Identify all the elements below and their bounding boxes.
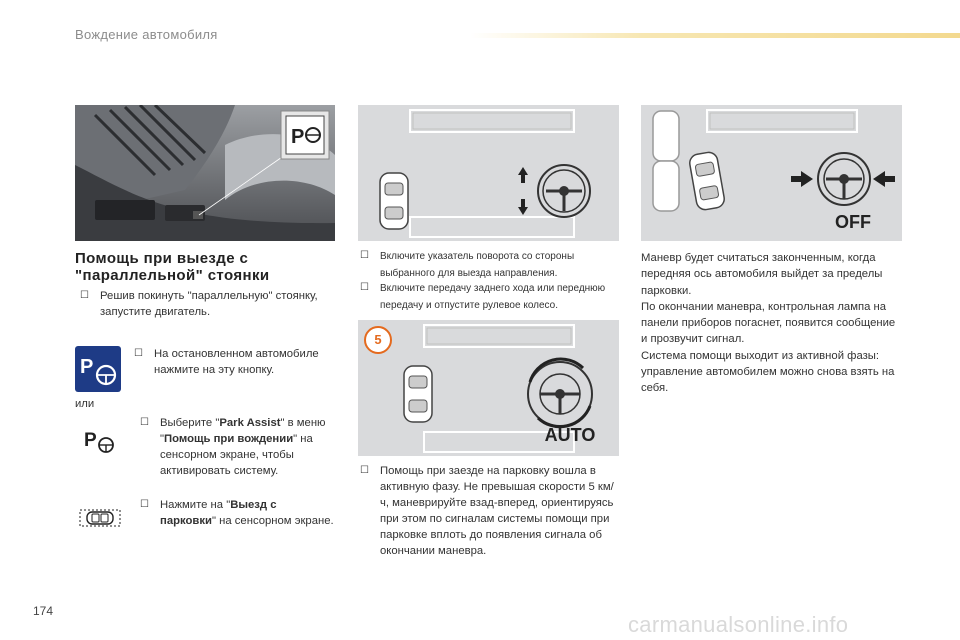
step-text: Помощь при заезде на парковку вошла в активную фазу. Не превышая скорости 5 км/ч, маневрируйте взад-вперед, ориентируясь при этом по сигналам системы помощи при парковке вплоть до появления сигнала об окончании маневра. bbox=[380, 465, 614, 557]
paragraph: Маневр будет считаться законченным, когда передняя ось автомобиля выйдет за пределы парковки. bbox=[641, 252, 883, 297]
step-press-button bbox=[134, 346, 334, 378]
or-label: или bbox=[75, 398, 95, 410]
step-active-phase bbox=[360, 463, 622, 559]
park-assist-menu-icon bbox=[84, 426, 116, 454]
step-text: Решив покинуть "параллельную" стоянку, запустите двигатель. bbox=[100, 290, 318, 318]
step-text-part: Выберите " bbox=[160, 417, 220, 429]
checkbox-bullet-icon: ☐ bbox=[360, 465, 369, 476]
exit-parking-option-name: Выезд с парковки bbox=[160, 499, 277, 527]
step-exit-parking bbox=[140, 497, 335, 529]
step-badge-number: 5 bbox=[374, 332, 382, 347]
header-title: Вождение автомобиля bbox=[75, 27, 218, 42]
driving-assist-menu-name: Помощь при вождении bbox=[164, 433, 294, 445]
exit-parking-car-icon bbox=[79, 505, 121, 531]
paragraph: Система помощи выходит из активной фазы: управление автомобилем можно снова взять на себя. bbox=[641, 349, 895, 395]
auto-label: AUTO bbox=[544, 425, 596, 445]
checkbox-bullet-icon: ☐ bbox=[360, 282, 369, 293]
page-number: 174 bbox=[33, 604, 54, 618]
paragraph: По окончании маневра, контрольная лампа на панели приборов погаснет, появится сообщение и прозвучит сигнал. bbox=[641, 300, 896, 346]
watermark: carmanualsonline.info bbox=[628, 612, 849, 637]
step-text: Включите указатель поворота со стороны выбранного для выезда направления. bbox=[380, 251, 575, 279]
svg-text:P: P bbox=[291, 126, 305, 148]
section-title: Помощь при выезде с "параллельной" стоянки bbox=[75, 250, 270, 284]
dashboard-photo bbox=[75, 105, 335, 241]
off-label: OFF bbox=[835, 212, 871, 232]
step-text bbox=[160, 415, 335, 479]
checkbox-bullet-icon: ☐ bbox=[134, 348, 143, 359]
svg-text:P: P bbox=[84, 430, 97, 451]
park-assist-menu-name: Park Assist bbox=[219, 417, 281, 429]
step-badge bbox=[364, 326, 392, 354]
checkbox-bullet-icon: ☐ bbox=[360, 250, 369, 261]
step-text-part: Нажмите на " bbox=[160, 499, 231, 511]
step-text-part: " на сенсорном экране, чтобы активировать систему. bbox=[160, 433, 313, 477]
step-start-engine bbox=[80, 288, 330, 320]
step-select-menu bbox=[140, 415, 335, 479]
checkbox-bullet-icon: ☐ bbox=[80, 290, 89, 301]
header-accent-bar bbox=[470, 33, 960, 38]
step-text-part: " в меню " bbox=[160, 417, 326, 445]
park-assist-button-icon bbox=[75, 346, 121, 392]
step-text bbox=[160, 497, 335, 529]
checkbox-bullet-icon: ☐ bbox=[140, 499, 149, 510]
step-indicator bbox=[360, 248, 622, 282]
step-text-part: " на сенсорном экране. bbox=[211, 515, 334, 527]
step-text: Включите передачу заднего хода или переднюю передачу и отпустите рулевое колесо. bbox=[380, 283, 606, 311]
checkbox-bullet-icon: ☐ bbox=[140, 417, 149, 428]
svg-text:P: P bbox=[80, 356, 94, 378]
step-gear-release bbox=[360, 280, 622, 314]
maneuver-end-text bbox=[641, 250, 903, 397]
diagram-indicator-reverse bbox=[358, 105, 619, 241]
step-text: На остановленном автомобиле нажмите на эту кнопку. bbox=[154, 348, 319, 376]
